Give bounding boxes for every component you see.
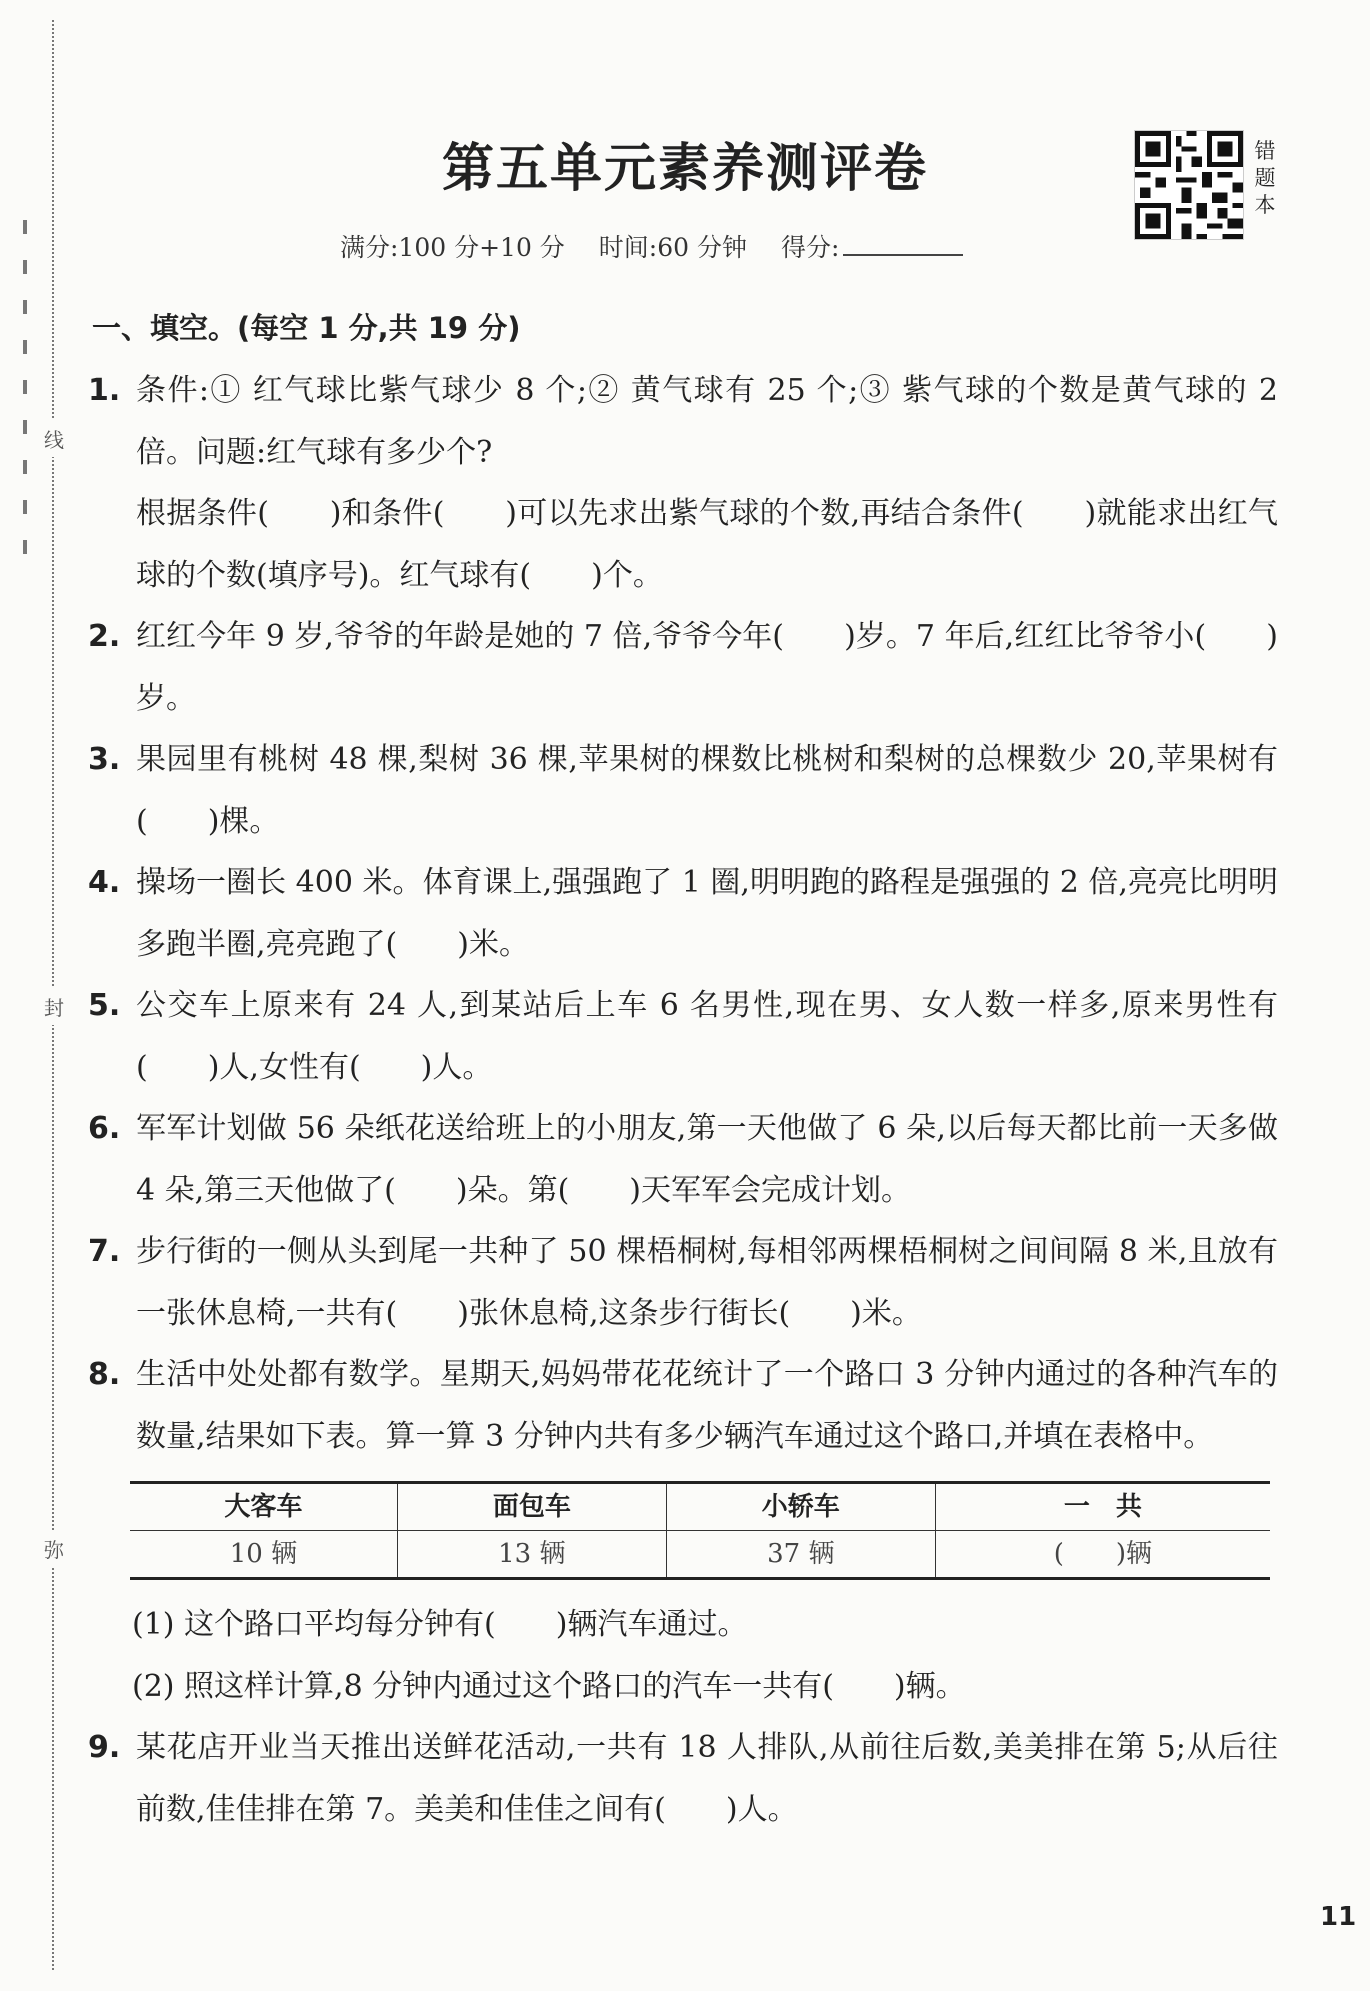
page-number: 11 bbox=[1320, 1902, 1357, 1932]
question-1: 1. 条件:① 红气球比紫气球少 8 个;② 黄气球有 25 个;③ 紫气球的个数是黄气球的 2 倍。问题:红气球有多少个? 根据条件( )和条件( )可以先求出紫气球的个数,再结合条件( )就能求出红气球的个数(填序号)。红气球有( )个。 bbox=[88, 373, 1278, 593]
car-count-table bbox=[130, 1481, 1270, 1580]
exam-meta bbox=[340, 228, 997, 264]
question-9: 9. 某花店开业当天推出送鲜花活动,一共有 18 人排队,从前往后数,美美排在第 5;从后往前数,佳佳排在第 7。美美和佳佳之间有( )人。 bbox=[88, 1730, 1278, 1827]
table-header: 面包车 bbox=[397, 1483, 666, 1531]
question-2: 2. 红红今年 9 岁,爷爷的年龄是她的 7 倍,爷爷今年( )岁。7 年后,红红比爷爷小( )岁。 bbox=[88, 619, 1278, 716]
full-score: 满分:100 分+10 分 bbox=[340, 233, 565, 262]
page-title: 第五单元素养测评卷 bbox=[441, 138, 928, 199]
question-3: 3. 果园里有桃树 48 棵,梨树 36 棵,苹果树的棵数比桃树和梨树的总棵数少 20,苹果树有( )棵。 bbox=[88, 742, 1278, 839]
qr-label: 错 题 本 bbox=[1254, 139, 1276, 217]
margin-label-mi: 弥 bbox=[44, 1530, 64, 1567]
question-7: 7. 步行街的一侧从头到尾一共种了 50 棵梧桐树,每相邻两棵梧桐树之间间隔 8 米,且放有一张休息椅,一共有( )张休息椅,这条步行街长( )米。 bbox=[88, 1234, 1278, 1331]
table-row bbox=[130, 1531, 1270, 1579]
score-label: 得分: bbox=[780, 233, 840, 262]
table-cell-answer[interactable]: ( )辆 bbox=[935, 1531, 1270, 1579]
question-list bbox=[88, 360, 1278, 1840]
table-cell: 37 辆 bbox=[666, 1531, 935, 1579]
section-heading: 一、填空。(每空 1 分,共 19 分) bbox=[92, 311, 521, 345]
question-8-sub-2: (2) 照这样计算,8 分钟内通过这个路口的汽车一共有( )辆。 bbox=[132, 1668, 966, 1704]
time-limit: 时间:60 分钟 bbox=[598, 233, 747, 262]
question-6: 6. 军军计划做 56 朵纸花送给班上的小朋友,第一天他做了 6 朵,以后每天都比前一天多做 4 朵,第三天他做了( )朵。第( )天军军会完成计划。 bbox=[88, 1111, 1278, 1208]
score-blank[interactable] bbox=[843, 254, 963, 256]
question-4: 4. 操场一圈长 400 米。体育课上,强强跑了 1 圈,明明跑的路程是强强的 2 倍,亮亮比明明多跑半圈,亮亮跑了( )米。 bbox=[88, 865, 1278, 962]
table-header-row bbox=[130, 1483, 1270, 1531]
binding-marks bbox=[20, 220, 30, 580]
table-cell: 10 辆 bbox=[130, 1531, 397, 1579]
table-header: 小轿车 bbox=[666, 1483, 935, 1531]
margin-label-feng: 封 bbox=[44, 988, 64, 1025]
question-8: 8. 生活中处处都有数学。星期天,妈妈带花花统计了一个路口 3 分钟内通过的各种汽车的数量,结果如下表。算一算 3 分钟内共有多少辆汽车通过这个路口,并填在表格中。 bbox=[88, 1357, 1278, 1454]
table-cell: 13 辆 bbox=[397, 1531, 666, 1579]
qr-code-icon[interactable] bbox=[1134, 130, 1244, 240]
question-5: 5. 公交车上原来有 24 人,到某站后上车 6 名男性,现在男、女人数一样多,原来男性有( )人,女性有( )人。 bbox=[88, 988, 1278, 1085]
question-8-sub-1: (1) 这个路口平均每分钟有( )辆汽车通过。 bbox=[132, 1607, 748, 1642]
table-header: 一 共 bbox=[935, 1483, 1270, 1531]
margin-label-xian: 线 bbox=[44, 420, 64, 457]
table-header: 大客车 bbox=[130, 1483, 397, 1531]
